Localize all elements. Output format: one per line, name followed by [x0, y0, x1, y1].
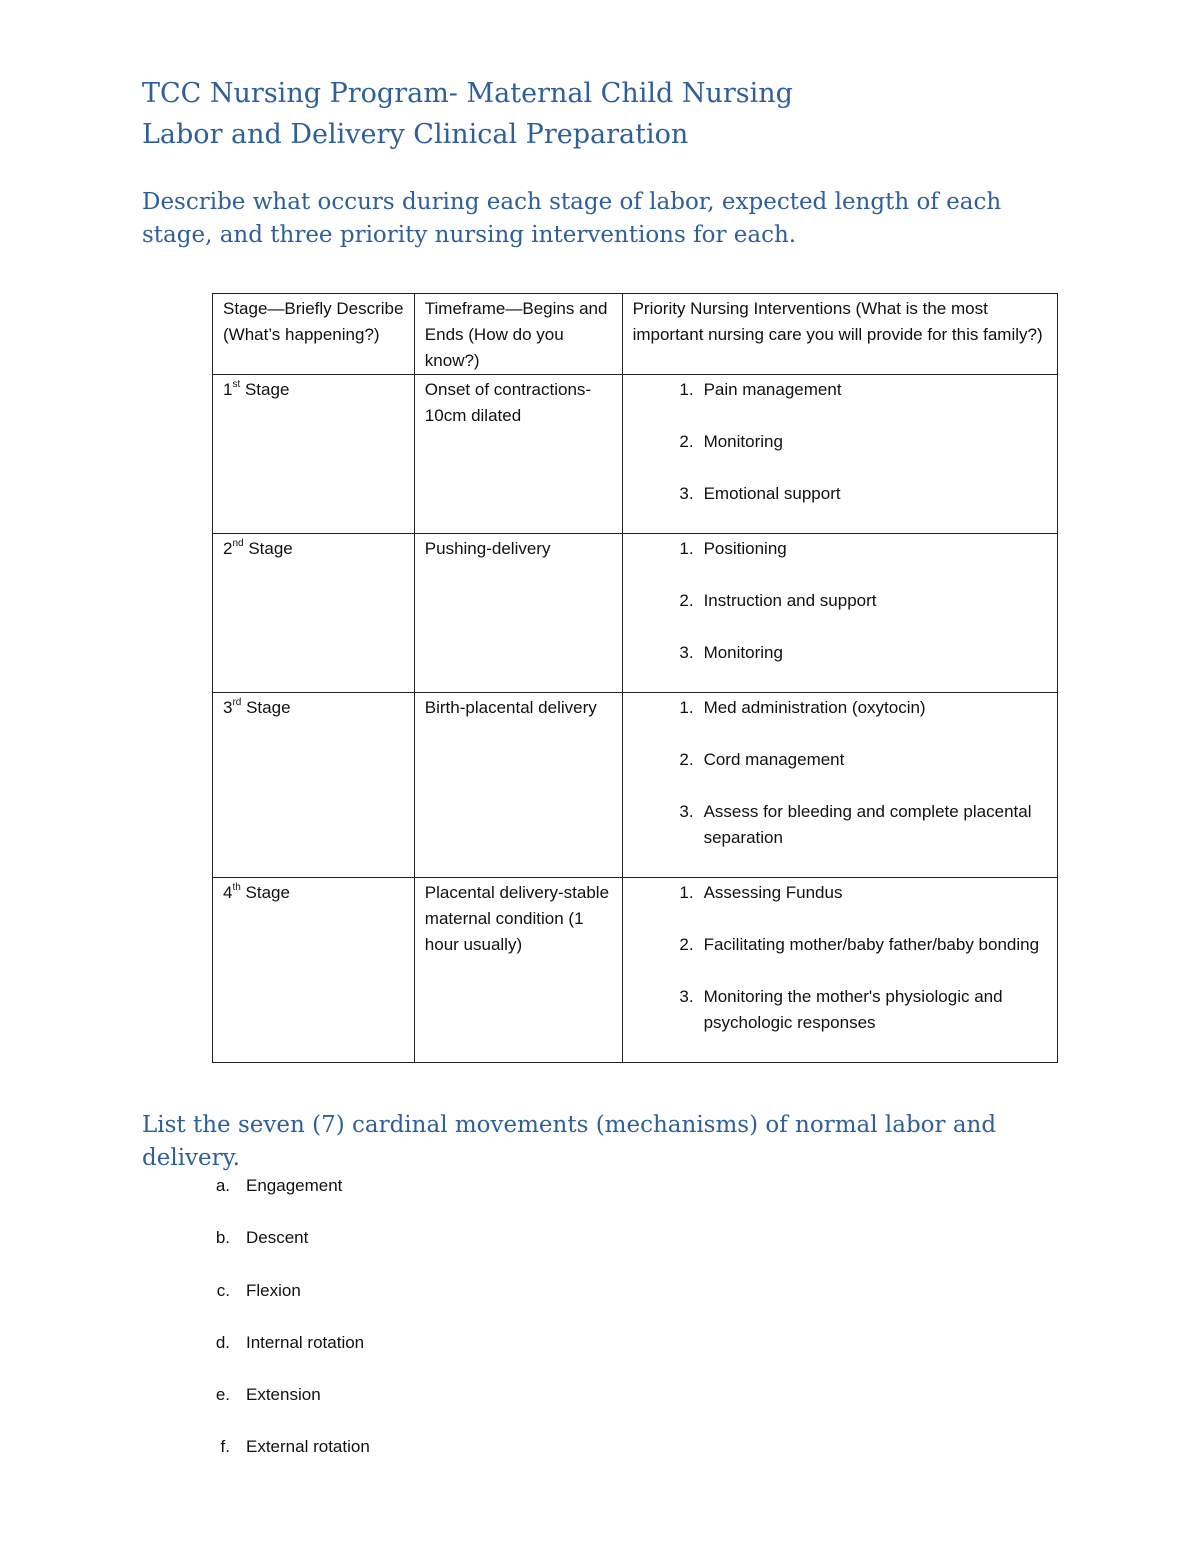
timeframe-cell: Onset of contractions-10cm dilated [414, 375, 622, 534]
table-row [213, 878, 1058, 1063]
stage-cell: 2nd Stage [213, 534, 415, 693]
list-item: b. Descent [215, 1228, 309, 1248]
list-item: 1. Positioning [679, 539, 787, 558]
timeframe-cell: Pushing-delivery [414, 534, 622, 693]
header-stage: Stage—Briefly Describe (What’s happening?) [213, 294, 415, 375]
header-timeframe: Timeframe—Begins and Ends (How do you know?) [414, 294, 622, 375]
list-item: 3. Assess for bleeding and complete placental separation [679, 802, 1032, 847]
labor-stages-table [212, 293, 1058, 1063]
list-item: 2. Facilitating mother/baby father/baby bonding [679, 935, 1040, 954]
list-item: 2. Monitoring [679, 432, 783, 451]
interventions-cell [622, 693, 1057, 878]
interventions-cell [622, 534, 1057, 693]
timeframe-cell: Birth-placental delivery [414, 693, 622, 878]
list-item: 3. Monitoring the mother's physiologic and psychologic responses [679, 987, 1003, 1032]
list-item: c. Flexion [216, 1280, 301, 1300]
list-item: f. External rotation [220, 1437, 370, 1457]
list-item: a. Engagement [215, 1176, 343, 1195]
list-item: 3. Monitoring [679, 643, 783, 662]
cardinal-movements-list [190, 1173, 370, 1487]
timeframe-cell: Placental delivery-stable maternal condition (1 hour usually) [414, 878, 622, 1063]
document-subtitle: Labor and Delivery Clinical Preparation [142, 119, 689, 150]
stages-question-heading: Describe what occurs during each stage of labor, expected length of each stage, and three priority nursing interventions for each. [142, 189, 1002, 248]
list-item: e. Extension [215, 1385, 321, 1405]
list-item: 2. Cord management [679, 750, 845, 769]
stage-cell: 4th Stage [213, 878, 415, 1063]
table-row [213, 534, 1058, 693]
table-header-row [213, 294, 1058, 375]
stage-cell: 3rd Stage [213, 693, 415, 878]
interventions-cell [622, 375, 1057, 534]
stage-cell: 1st Stage [213, 375, 415, 534]
document-title: TCC Nursing Program- Maternal Child Nursing [142, 78, 793, 109]
list-item: 2. Instruction and support [679, 591, 877, 610]
list-item: d. Internal rotation [215, 1332, 365, 1352]
list-item: 1. Assessing Fundus [679, 883, 843, 902]
cardinal-movements-heading: List the seven (7) cardinal movements (mechanisms) of normal labor and delivery. [142, 1112, 997, 1171]
interventions-cell [622, 878, 1057, 1063]
table-row [213, 693, 1058, 878]
list-item: 3. Emotional support [679, 484, 841, 503]
table-row [213, 375, 1058, 534]
header-interventions: Priority Nursing Interventions (What is the most important nursing care you will provide for this family?) [622, 294, 1057, 375]
list-item: 1. Pain management [679, 380, 842, 399]
list-item: 1. Med administration (oxytocin) [679, 698, 926, 717]
